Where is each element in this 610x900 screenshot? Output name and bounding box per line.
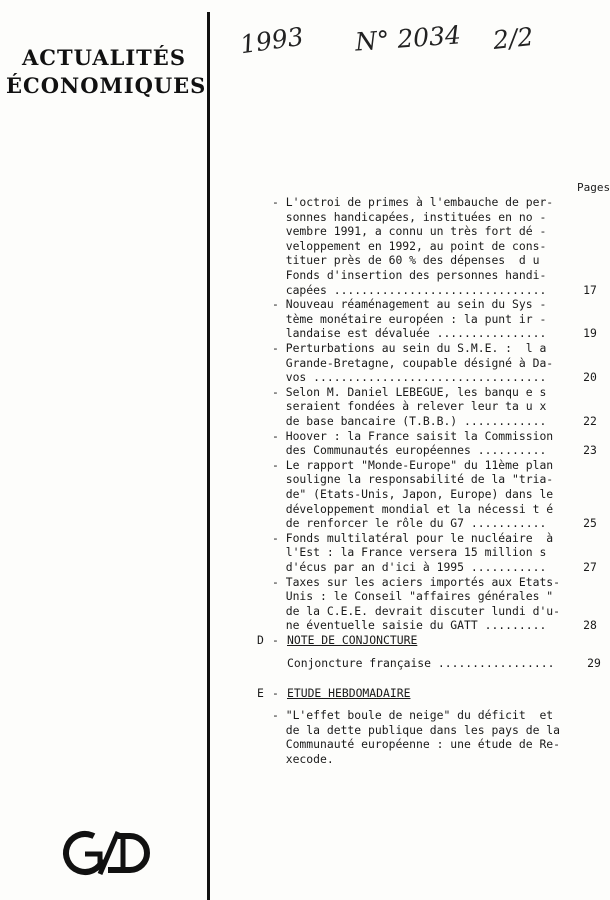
toc-entry-page: 22 xyxy=(583,414,597,428)
toc-entry-page: 25 xyxy=(583,516,597,531)
toc-entry-line: vembre 1991, a connu un très fort dé - xyxy=(272,224,547,239)
toc-entry-line: Unis : le Conseil "affaires générales " xyxy=(272,589,554,604)
toc-entry-line: veloppement en 1992, au point de cons- xyxy=(272,238,547,253)
section-e-line: xecode. xyxy=(272,751,334,766)
toc-entry-line: de la C.E.E. devrait discuter lundi d'u- xyxy=(272,603,561,618)
toc-entry-page: 27 xyxy=(583,560,597,574)
section-e-line: Communauté européenne : une étude de Re- xyxy=(272,737,561,752)
section-e-dash: - xyxy=(272,686,279,700)
toc-entry-line: de renforcer le rôle du G7 ........... xyxy=(272,516,547,531)
toc-entry-line: Fonds d'insertion des personnes handi- xyxy=(272,268,547,282)
toc-entry-line: Grande-Bretagne, coupable désigné à Da- xyxy=(272,355,554,370)
toc-entry-line: des Communautés européennes .......... xyxy=(272,443,547,458)
toc-entry-line: - Hoover : la France saisit la Commission xyxy=(272,428,554,443)
toc-entry-line: - Perturbations au sein du S.M.E. : l a xyxy=(272,341,547,355)
toc-entry-line: capées ............................... xyxy=(272,282,547,297)
toc-entry-line: - Selon M. Daniel LEBEGUE, les banqu e s xyxy=(272,384,547,399)
toc-entry-line: - Nouveau réaménagement au sein du Sys - xyxy=(272,297,547,312)
toc-entry-page: 28 xyxy=(583,618,597,633)
toc-entry-line: de" (Etats-Unis, Japon, Europe) dans le xyxy=(272,487,554,501)
toc-entry-line: tème monétaire européen : la punt ir - xyxy=(272,311,547,326)
section-d-item: Conjoncture française ................. xyxy=(287,656,555,670)
handwritten-part: 2/2 xyxy=(491,21,535,56)
masthead-line-1: ACTUALITÉS xyxy=(22,45,186,70)
toc-entry-line: - L'octroi de primes à l'embauche de per- xyxy=(272,195,554,209)
gd-logo-icon xyxy=(60,828,158,878)
section-e-letter: E xyxy=(257,686,264,700)
handwritten-number: N° 2034 xyxy=(354,20,462,57)
toc-entry-line: - Taxes sur les aciers importés aux Etats- xyxy=(272,574,561,589)
toc-entry-line: - Fonds multilatéral pour le nucléaire à xyxy=(272,530,554,545)
toc-entry-line: tituer près de 60 % des dépenses d u xyxy=(272,253,540,268)
masthead-line-2: ÉCONOMIQUES xyxy=(6,73,207,98)
toc-entry-page: 19 xyxy=(583,326,597,341)
section-e-line: de la dette publique dans les pays de la xyxy=(272,722,561,737)
section-e-line: - "L'effet boule de neige" du déficit et xyxy=(272,708,554,722)
toc-entry-line: - Le rapport "Monde-Europe" du 11ème plan xyxy=(272,457,554,472)
toc-entry-line: seraient fondées à relever leur ta u x xyxy=(272,399,547,414)
toc-entry-line: sonnes handicapées, instituées en no - xyxy=(272,209,547,224)
toc-entry-line: de base bancaire (T.B.B.) ............ xyxy=(272,414,547,428)
pages-column-header: Pages xyxy=(577,181,610,194)
toc-entry-page: 17 xyxy=(583,282,597,297)
handwritten-year: 1993 xyxy=(238,21,306,60)
toc-entry-line: souligne la responsabilité de la "tria- xyxy=(272,472,554,487)
section-d-page: 29 xyxy=(587,656,601,670)
toc-entry-page: 23 xyxy=(583,443,597,458)
vertical-rule xyxy=(207,12,210,900)
toc-entry-line: ne éventuelle saisie du GATT ......... xyxy=(272,618,547,633)
section-e-title: ETUDE HEBDOMADAIRE xyxy=(287,686,411,700)
toc-entry-line: vos .................................. xyxy=(272,370,547,385)
section-d-dash: - xyxy=(272,633,279,647)
toc-entry-line: d'écus par an d'ici à 1995 ........... xyxy=(272,560,547,574)
toc-entry-line: landaise est dévaluée ................ xyxy=(272,326,547,341)
toc-entry-line: développement mondial et la nécessi t é xyxy=(272,501,554,516)
toc-entry-line: l'Est : la France versera 15 million s xyxy=(272,545,547,560)
section-d-title: NOTE DE CONJONCTURE xyxy=(287,633,418,647)
toc-entry-page: 20 xyxy=(583,370,597,385)
section-d-letter: D xyxy=(257,633,264,647)
masthead xyxy=(6,44,207,100)
